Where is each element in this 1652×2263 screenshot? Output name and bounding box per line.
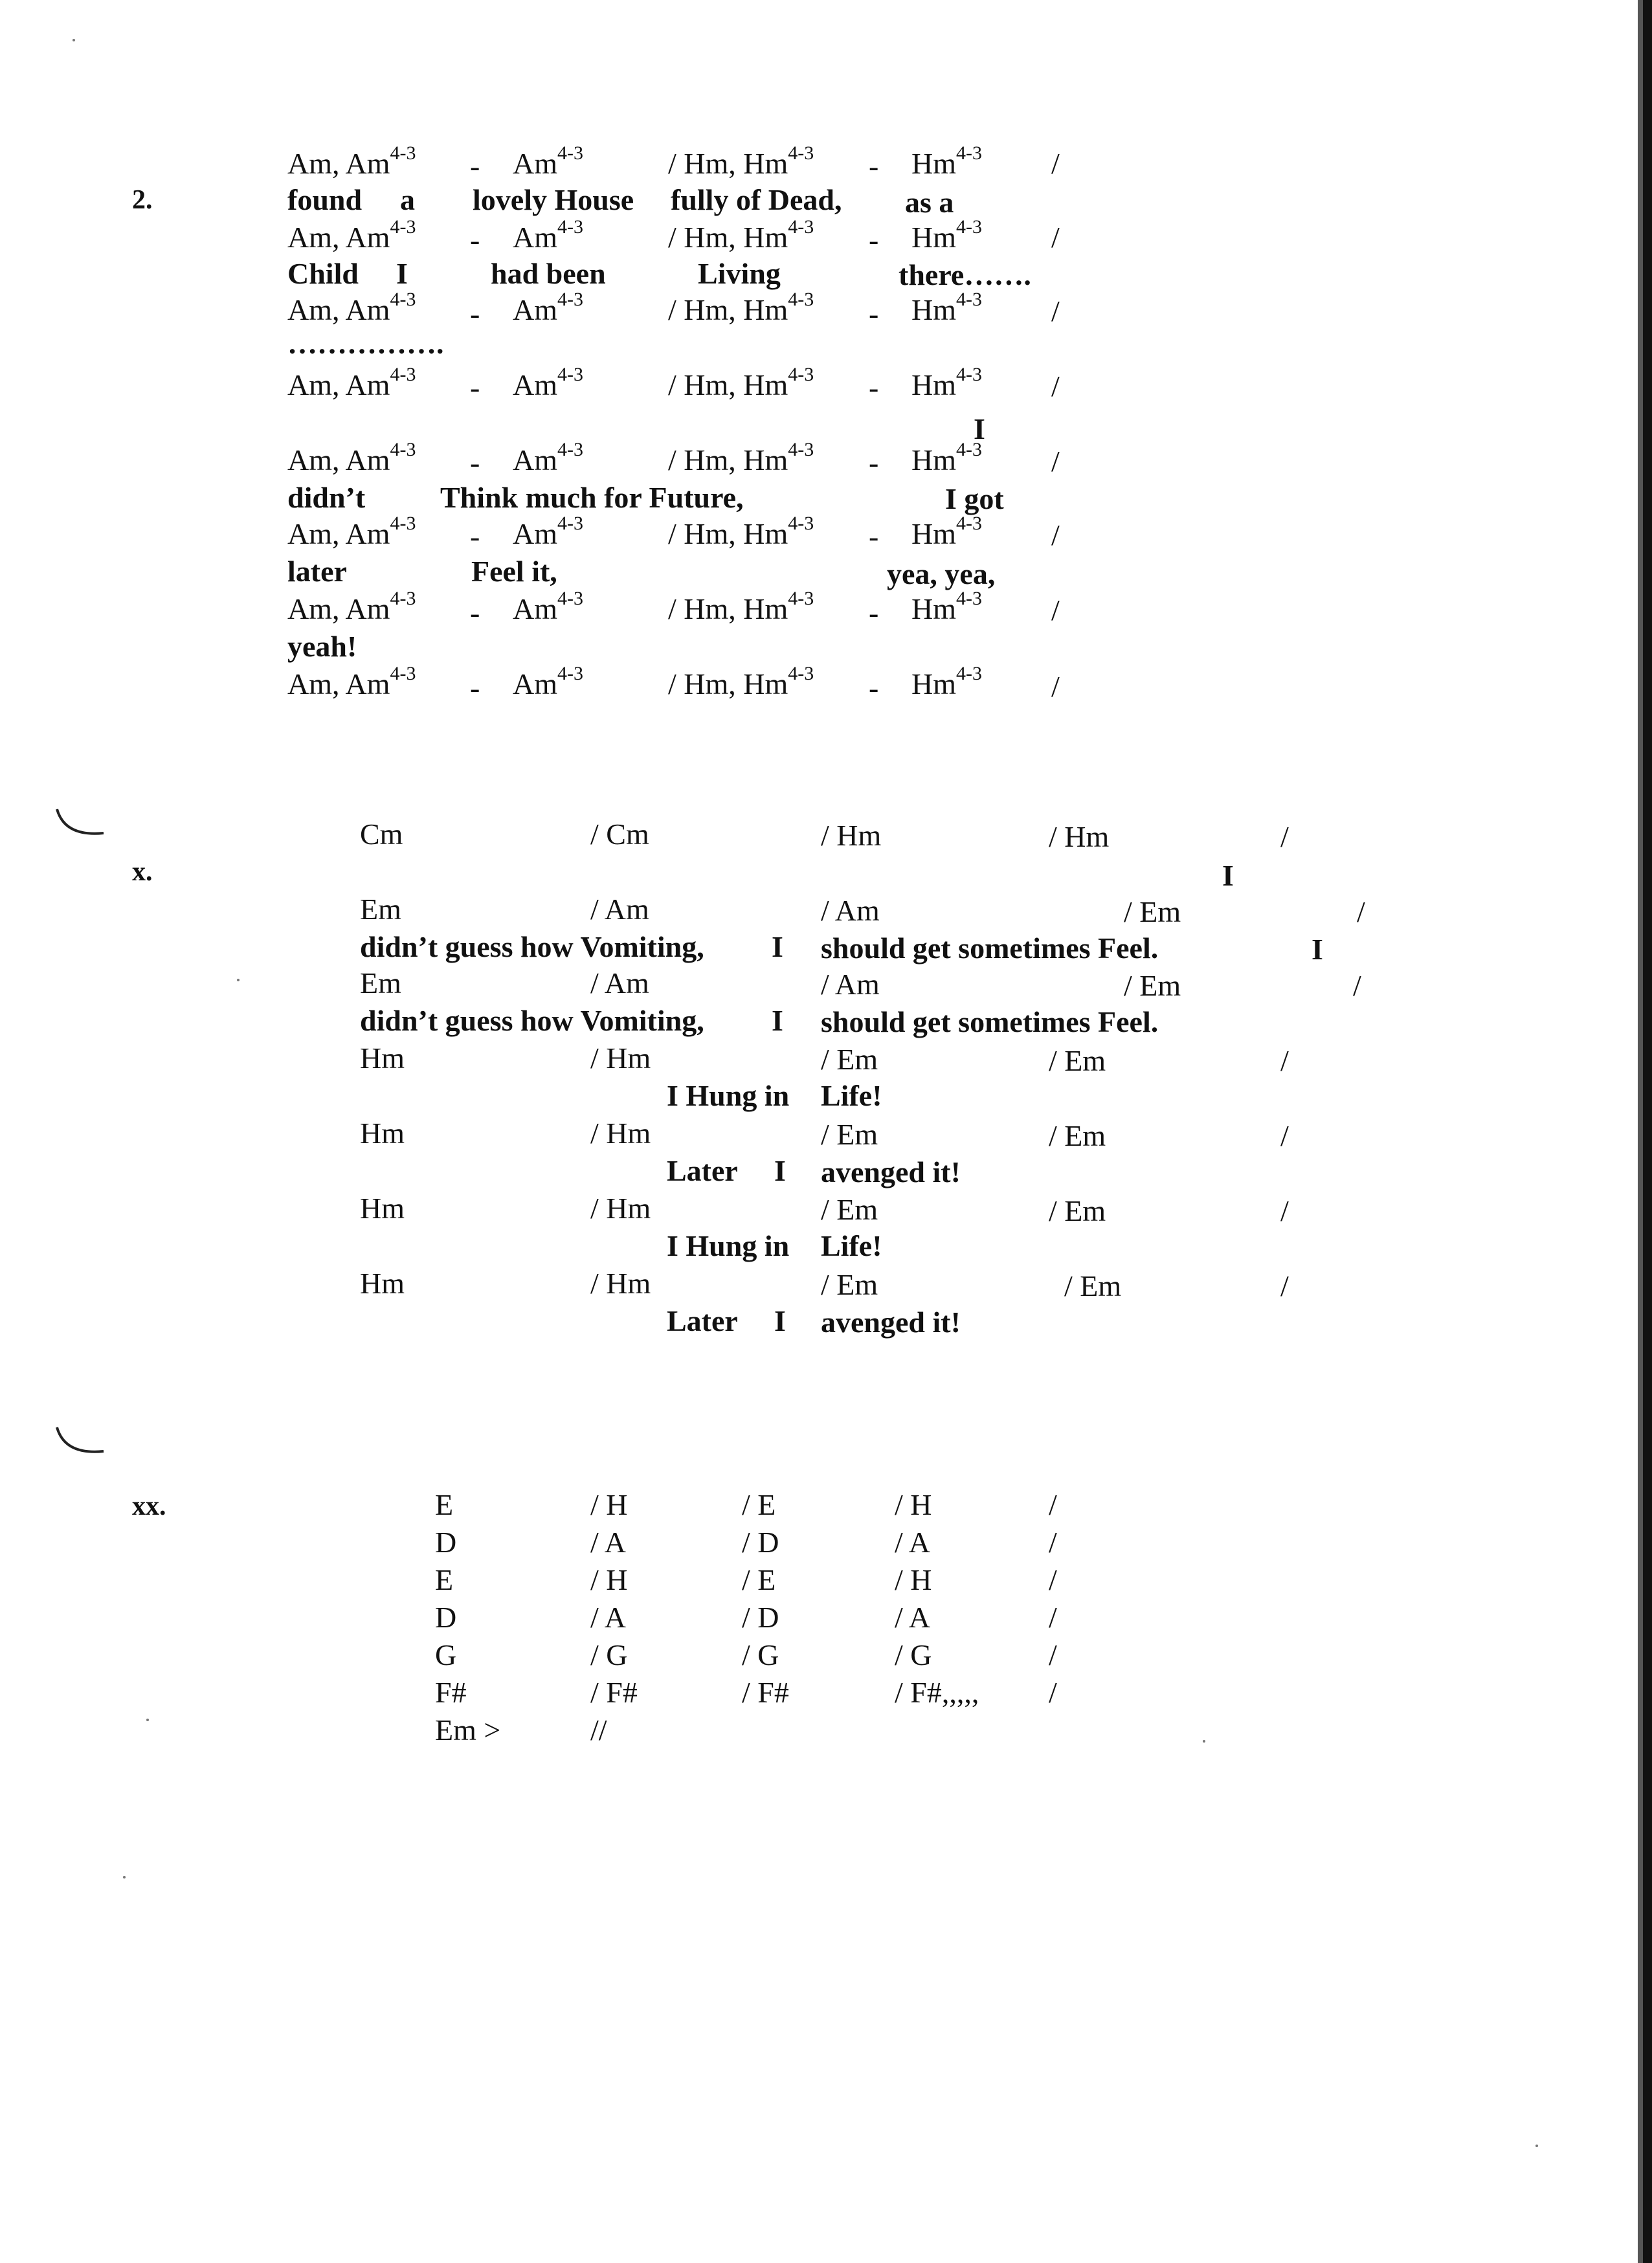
lyric: yea, yea, xyxy=(887,557,996,590)
chord-dash: - xyxy=(869,223,879,256)
chord: / Hm xyxy=(1049,820,1110,853)
chord-dash: - xyxy=(869,596,879,629)
chord: Am, Am$^{4-3}$ xyxy=(287,513,416,550)
lyric: ……………. xyxy=(287,327,444,360)
lyric: I xyxy=(396,257,408,290)
chord-dash: - xyxy=(869,446,879,479)
section-label: 2. xyxy=(132,185,153,215)
chord: E xyxy=(435,1563,454,1596)
chord: Hm$^{4-3}$ xyxy=(911,663,982,700)
chord: / Am xyxy=(590,966,649,999)
lyric: I xyxy=(772,930,783,963)
bar-line: / xyxy=(1280,1269,1289,1302)
bar-line: / xyxy=(1051,295,1060,328)
chord: Am$^{4-3}$ xyxy=(513,142,583,180)
chord: / Am xyxy=(590,893,649,926)
chord: Hm xyxy=(360,1267,405,1300)
lyric: a xyxy=(400,183,415,216)
bar-line: / xyxy=(1049,1488,1057,1521)
chord: Hm$^{4-3}$ xyxy=(911,216,982,254)
lyric: yeah! xyxy=(287,630,357,663)
chord: / G xyxy=(590,1638,628,1671)
lyric: fully of Dead, xyxy=(671,183,842,216)
lyric: didn’t xyxy=(287,481,366,514)
chord-dash: - xyxy=(869,150,879,183)
lyric: lovely House xyxy=(473,183,634,216)
chord: Hm$^{4-3}$ xyxy=(911,588,982,625)
speck xyxy=(123,1876,126,1878)
lyric: I Hung in xyxy=(667,1079,790,1112)
chord: Am, Am$^{4-3}$ xyxy=(287,663,416,700)
chord: Hm$^{4-3}$ xyxy=(911,364,982,401)
lyric: should get sometimes Feel. xyxy=(821,1005,1159,1038)
lyric: there……. xyxy=(899,258,1031,291)
chord-dash: - xyxy=(470,520,480,553)
chord-dash: - xyxy=(470,671,480,704)
chord-dash: - xyxy=(869,671,879,704)
chord: / H xyxy=(895,1563,932,1596)
chord: Am, Am$^{4-3}$ xyxy=(287,588,416,625)
chord: / Hm, Hm$^{4-3}$ xyxy=(668,364,814,401)
chord: / Hm xyxy=(590,1042,651,1075)
lyric: found xyxy=(287,183,363,216)
bar-line: / xyxy=(1280,1194,1289,1227)
bar-line: / xyxy=(1280,820,1289,853)
lyric: avenged it! xyxy=(821,1306,961,1339)
chord: Cm xyxy=(360,818,403,851)
chord: / Hm xyxy=(821,819,882,852)
chord: / Am xyxy=(821,894,880,927)
chord: / F#,,,,, xyxy=(895,1676,979,1709)
chord: G xyxy=(435,1638,457,1671)
chord: / A xyxy=(895,1601,930,1634)
chord: / E xyxy=(742,1563,776,1596)
lyric: I xyxy=(974,412,985,445)
bar-line: / xyxy=(1051,670,1060,703)
chord: / F# xyxy=(590,1676,638,1709)
chord: / A xyxy=(895,1526,930,1559)
chord: / Hm xyxy=(590,1117,651,1150)
bar-line: / xyxy=(1280,1119,1289,1152)
chord: / Hm, Hm$^{4-3}$ xyxy=(668,439,814,476)
bar-line: / xyxy=(1051,221,1060,254)
lyric: I Hung in xyxy=(667,1229,790,1262)
lyric: had been xyxy=(491,257,606,290)
section-label: xx. xyxy=(132,1491,166,1521)
bar-line: / xyxy=(1280,1044,1289,1077)
chord: / Em xyxy=(1124,969,1181,1002)
lyric: as a xyxy=(905,186,954,219)
lyric: I xyxy=(1312,933,1323,966)
chord: Hm xyxy=(360,1192,405,1225)
lyric: I xyxy=(1222,859,1234,892)
chord: / G xyxy=(895,1638,932,1671)
speck xyxy=(1203,1740,1205,1743)
chord: / Em xyxy=(1049,1194,1106,1227)
chord: Hm$^{4-3}$ xyxy=(911,289,982,326)
chord: D xyxy=(435,1526,457,1559)
speck xyxy=(73,39,75,41)
chord: / Hm, Hm$^{4-3}$ xyxy=(668,142,814,180)
chord: / Em xyxy=(1124,895,1181,928)
chord: / H xyxy=(895,1488,932,1521)
chord: / E xyxy=(742,1488,776,1521)
chord: / Cm xyxy=(590,818,649,851)
chord: / Hm, Hm$^{4-3}$ xyxy=(668,289,814,326)
chord: / F# xyxy=(742,1676,789,1709)
chord: Am$^{4-3}$ xyxy=(513,439,583,476)
chord: Hm xyxy=(360,1117,405,1150)
bar-line: / xyxy=(1357,895,1365,928)
chord: Am, Am$^{4-3}$ xyxy=(287,216,416,254)
lyric: avenged it! xyxy=(821,1155,961,1188)
chord: D xyxy=(435,1601,457,1634)
lyric: Living xyxy=(698,257,781,290)
chord: E xyxy=(435,1488,454,1521)
chord-dash: - xyxy=(869,297,879,330)
chord: / H xyxy=(590,1563,628,1596)
chord: / Em xyxy=(821,1043,878,1076)
chord: Am$^{4-3}$ xyxy=(513,364,583,401)
lyric: Feel it, xyxy=(471,555,557,588)
scan-edge xyxy=(1643,0,1652,2263)
chord-dash: - xyxy=(869,371,879,404)
chord: // xyxy=(590,1713,607,1746)
speck xyxy=(1535,2145,1538,2147)
lyric: should get sometimes Feel. xyxy=(821,931,1159,964)
bar-line: / xyxy=(1049,1526,1057,1559)
chord: Am$^{4-3}$ xyxy=(513,663,583,700)
chord: Am$^{4-3}$ xyxy=(513,513,583,550)
lyric: I xyxy=(772,1004,783,1037)
chord: / Hm, Hm$^{4-3}$ xyxy=(668,513,814,550)
lyric: later xyxy=(287,555,347,588)
lyric: Life! xyxy=(821,1229,882,1262)
chord: / Em xyxy=(821,1118,878,1151)
chord: Am, Am$^{4-3}$ xyxy=(287,364,416,401)
chord: / D xyxy=(742,1601,779,1634)
section-label: x. xyxy=(132,857,153,887)
chord: / Em xyxy=(821,1268,878,1301)
lyric: I got xyxy=(945,482,1004,515)
chord: Am, Am$^{4-3}$ xyxy=(287,439,416,476)
chord: Am$^{4-3}$ xyxy=(513,216,583,254)
speck xyxy=(146,1719,149,1721)
chord: Am, Am$^{4-3}$ xyxy=(287,289,416,326)
chord: / Em xyxy=(1064,1269,1122,1302)
bar-line: / xyxy=(1051,370,1060,403)
lyric: I xyxy=(774,1304,786,1337)
bar-line: / xyxy=(1049,1676,1057,1709)
chord: / A xyxy=(590,1526,626,1559)
chord: / Em xyxy=(1049,1119,1106,1152)
lyric: Later xyxy=(667,1304,738,1337)
lyric: Child xyxy=(287,257,359,290)
lyric: didn’t guess how Vomiting, xyxy=(360,1004,704,1037)
chord-dash: - xyxy=(470,150,480,183)
chord: / A xyxy=(590,1601,626,1634)
bar-line: / xyxy=(1049,1601,1057,1634)
chord: / Am xyxy=(821,968,880,1001)
chord-dash: - xyxy=(470,446,480,479)
chord: / Em xyxy=(821,1193,878,1226)
chord-dash: - xyxy=(470,297,480,330)
chord: Em > xyxy=(435,1713,501,1746)
chord: Hm$^{4-3}$ xyxy=(911,439,982,476)
chord: Em xyxy=(360,893,401,926)
bar-line: / xyxy=(1051,445,1060,478)
chord: / D xyxy=(742,1526,779,1559)
chord-dash: - xyxy=(470,371,480,404)
chord: Em xyxy=(360,966,401,999)
margin-mark-2 xyxy=(52,1424,110,1463)
chord: Hm$^{4-3}$ xyxy=(911,142,982,180)
bar-line: / xyxy=(1049,1638,1057,1671)
lyric: didn’t guess how Vomiting, xyxy=(360,930,704,963)
chord: Am$^{4-3}$ xyxy=(513,588,583,625)
chord: Hm xyxy=(360,1042,405,1075)
speck xyxy=(237,979,240,981)
chord: Hm$^{4-3}$ xyxy=(911,513,982,550)
chord: / G xyxy=(742,1638,779,1671)
margin-mark-1 xyxy=(52,806,110,845)
chord-dash: - xyxy=(869,520,879,553)
chord: Am, Am$^{4-3}$ xyxy=(287,142,416,180)
bar-line: / xyxy=(1051,518,1060,552)
chord: / Hm, Hm$^{4-3}$ xyxy=(668,588,814,625)
chord-dash: - xyxy=(470,223,480,256)
chord: / H xyxy=(590,1488,628,1521)
chord: Am$^{4-3}$ xyxy=(513,289,583,326)
bar-line: / xyxy=(1353,969,1361,1002)
chord: / Hm xyxy=(590,1267,651,1300)
chord: / Hm xyxy=(590,1192,651,1225)
bar-line: / xyxy=(1049,1563,1057,1596)
chord: / Hm, Hm$^{4-3}$ xyxy=(668,663,814,700)
lyric: Think much for Future, xyxy=(440,481,744,514)
lyric: Later xyxy=(667,1154,738,1187)
chord-dash: - xyxy=(470,596,480,629)
bar-line: / xyxy=(1051,147,1060,180)
chord: / Em xyxy=(1049,1044,1106,1077)
chord: F# xyxy=(435,1676,467,1709)
lyric: Life! xyxy=(821,1079,882,1112)
bar-line: / xyxy=(1051,594,1060,627)
chord: / Hm, Hm$^{4-3}$ xyxy=(668,216,814,254)
scan-edge-shadow xyxy=(1638,0,1643,2263)
lyric: I xyxy=(774,1154,786,1187)
